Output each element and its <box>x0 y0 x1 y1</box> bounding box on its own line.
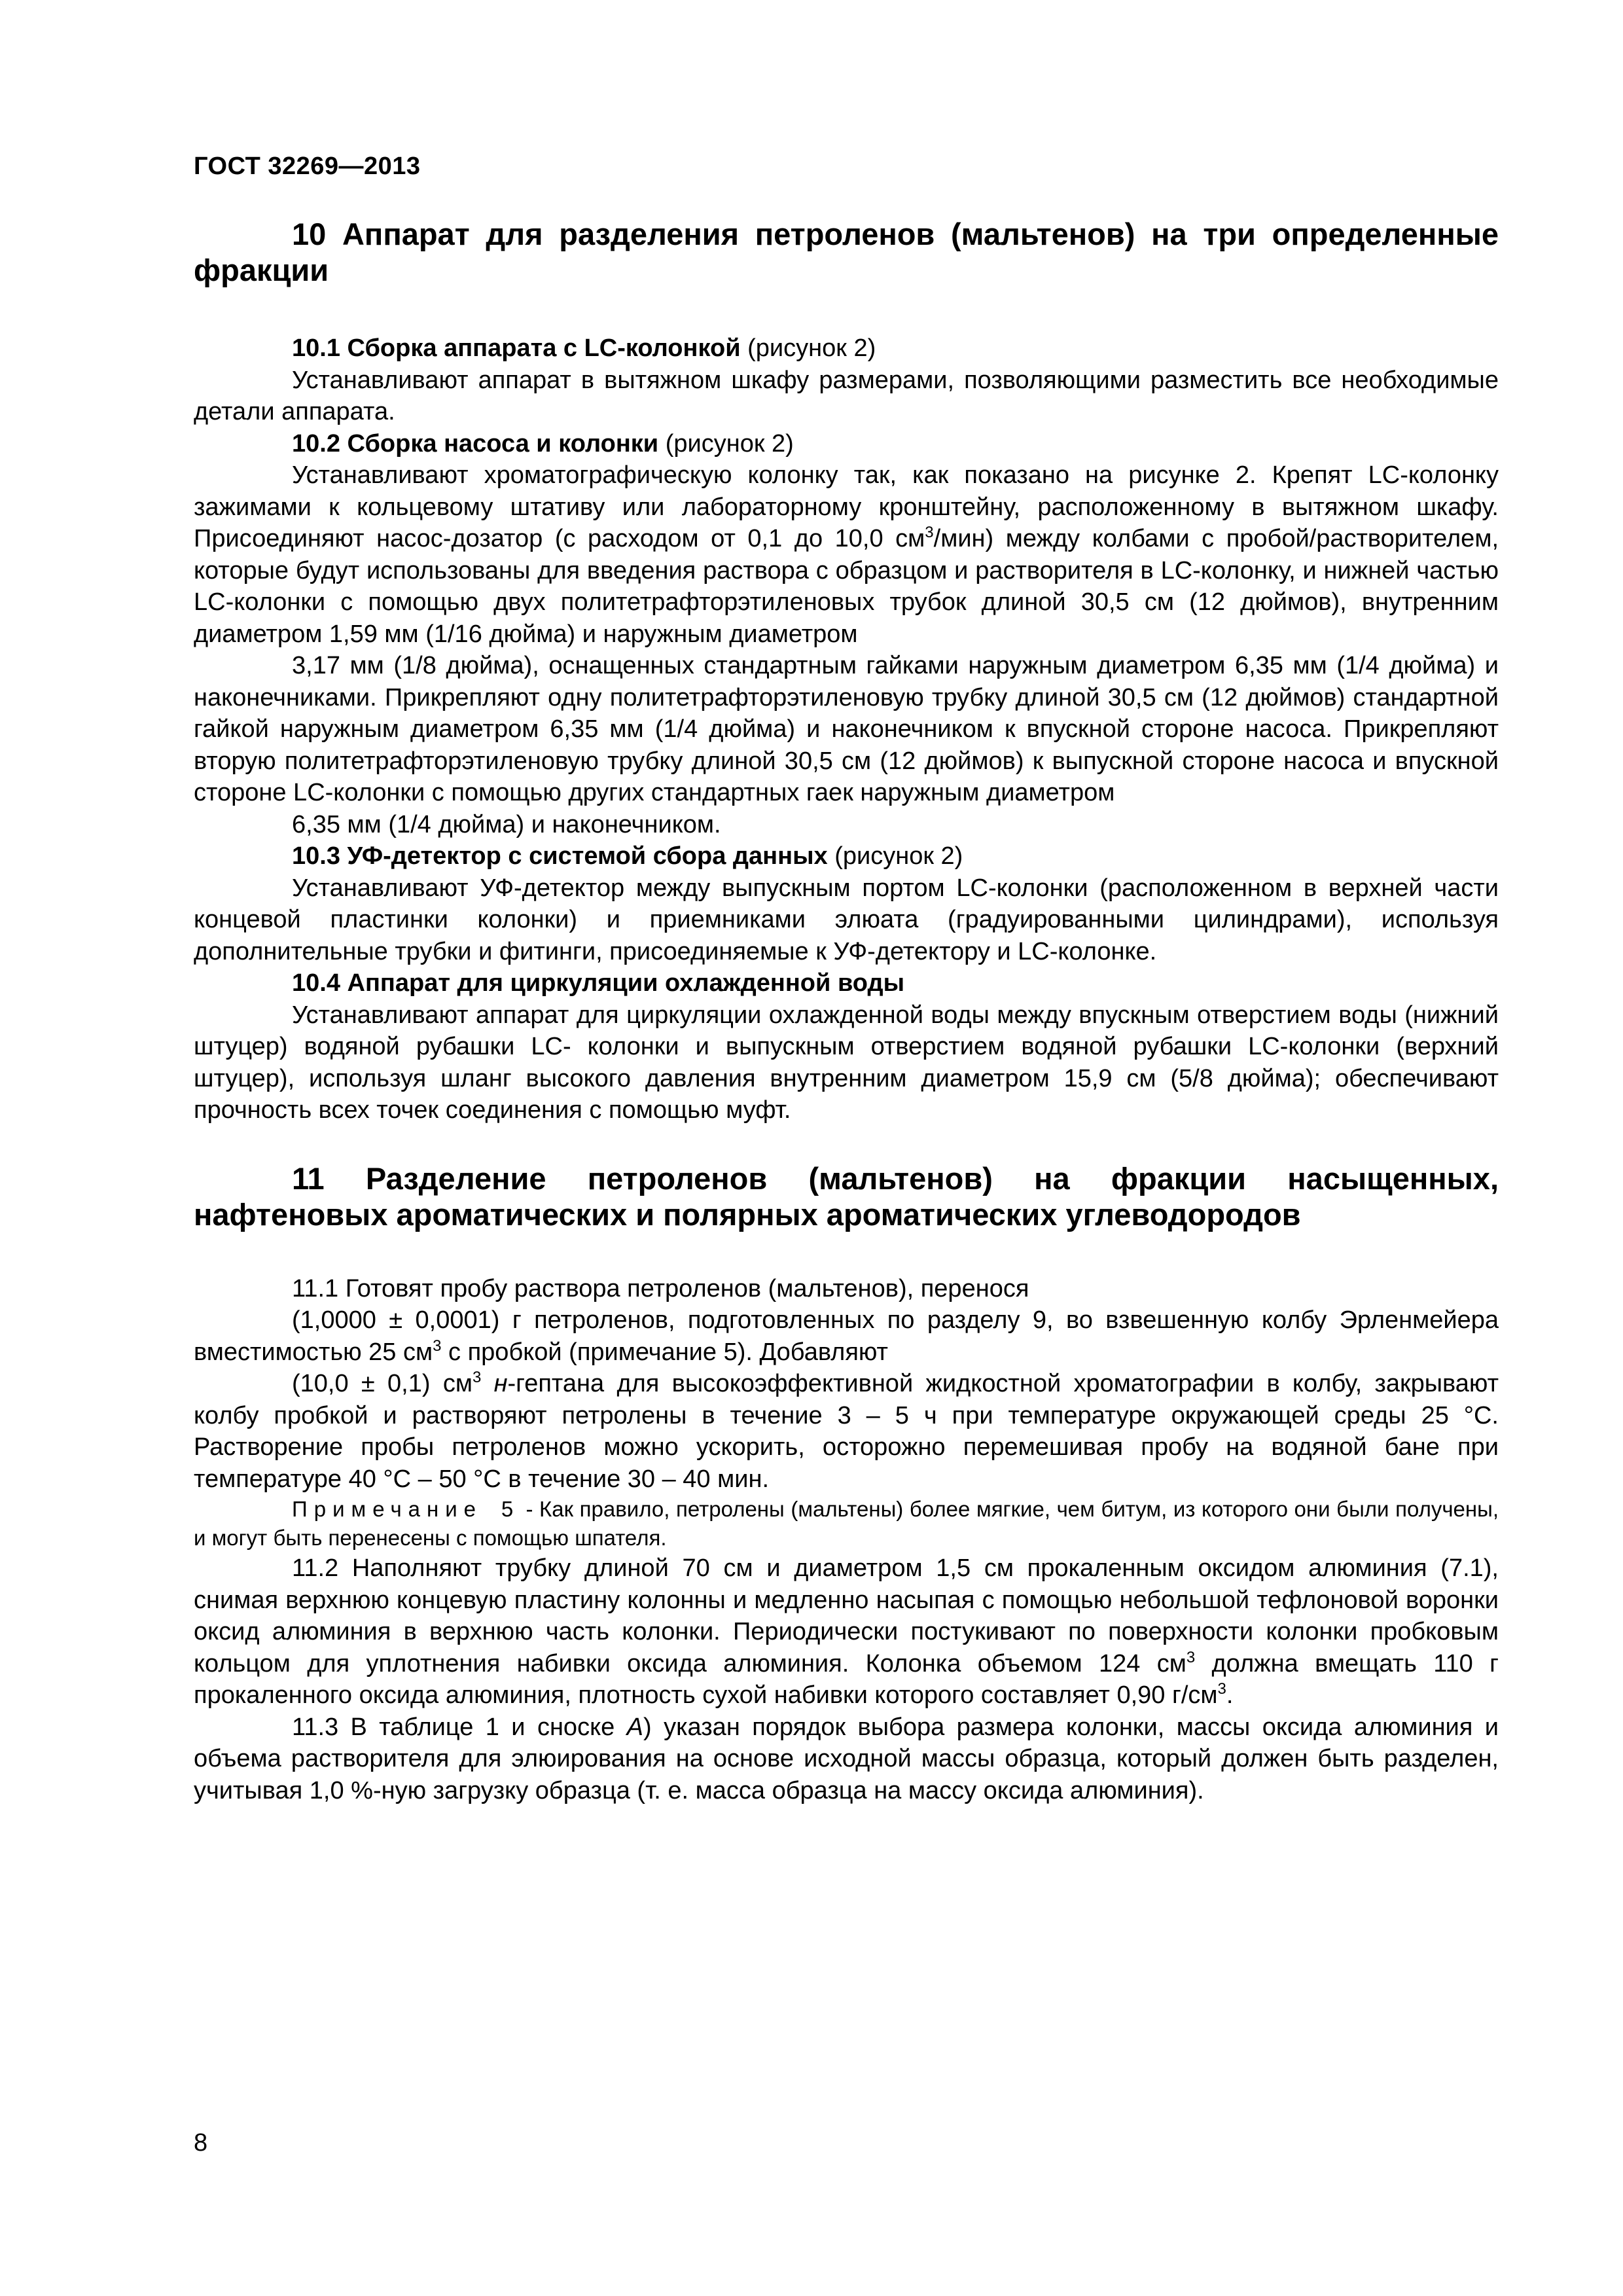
superscript: 3 <box>472 1369 482 1386</box>
subsection-10-2-heading <box>194 428 1499 460</box>
text-run: . <box>1226 1681 1234 1709</box>
subsection-11-3-text <box>194 1712 1499 1807</box>
heading-text: 10.3 УФ-детектор с системой сбора данных <box>292 842 828 870</box>
subsection-10-3-text: Устанавливают УФ-детектор между выпускным портом LC-колонки (расположенном в верхней части концевой пластинки колонки) и приемниками элюата (градуированными цилиндрами), используя дополнительные трубки и фитинги, присоединяемые к УФ-детектору и LC-колонке. <box>194 874 1499 965</box>
note-number: 5 <box>501 1497 514 1521</box>
note-5 <box>194 1495 1499 1552</box>
subsection-10-2-paragraph-1 <box>194 459 1499 650</box>
page-number: 8 <box>194 2129 208 2157</box>
superscript: 3 <box>433 1336 442 1355</box>
figure-ref: (рисунок 2) <box>747 334 876 362</box>
subsection-11-1-line-1: 11.1 Готовят пробу раствора петроленов (мальтенов), перенося <box>292 1274 1029 1302</box>
text-run: 11.2 Наполняют трубку длиной 70 см и диаметром 1,5 см прокаленным оксидом алюминия (7.1), снимая верхнюю концевую пластину колонны и медленно насыпая с помощью небольшой тефлоновой воронки оксид алюминия в верхнюю часть колонки. Периодически постукивают по поверхности колонки пробковым кольцом для уплотнения набивки оксида алюминия. Колонка объемом 124 см <box>194 1554 1499 1677</box>
superscript: 3 <box>1186 1648 1196 1666</box>
subsection-10-3-heading <box>194 840 1499 872</box>
text-run: (10,0 ± 0,1) см <box>292 1370 473 1397</box>
heading-text: 10.2 Сборка насоса и колонки <box>292 429 659 457</box>
section-10-title: 10 Аппарат для разделения петроленов (мальтенов) на три определенные фракции <box>194 217 1499 287</box>
document-body <box>194 216 1499 1806</box>
subsection-10-2-paragraph-2: 3,17 мм (1/8 дюйма), оснащенных стандартным гайками наружным диаметром 6,35 мм (1/4 дюйма) и наконечниками. Прикрепляют одну политетрафторэтиленовую трубку длиной 30,5 см (12 дюймов) стандартной гайкой наружным диаметром 6,35 мм (1/4 дюйма) и наконечником к впускной стороне насоса. Прикрепляют вторую политетрафторэтиленовую трубку длиной 30,5 см (12 дюймов) к выпускной стороне насоса и впускной стороне LC-колонки с помощью других стандартных гаек наружным диаметром <box>194 652 1499 806</box>
superscript: 3 <box>925 524 934 541</box>
text-run: с пробкой (примечание 5). Добавляют <box>441 1338 888 1366</box>
text-run: Устанавливают хроматографическую колонку так, как показано на рисунке 2. Крепят LC-колонку зажимами к кольцевому штативу или лабораторному кронштейну, расположенному в вытяжном шкафу. Присоединяют насос-дозатор (с расходом от 0,1 до 10,0 см <box>194 461 1499 552</box>
figure-ref: (рисунок 2) <box>665 429 794 457</box>
figure-ref: (рисунок 2) <box>834 842 963 870</box>
subsection-10-1-heading <box>194 332 1499 365</box>
note-label: Примечание <box>292 1497 483 1521</box>
heading-text: 10.1 Сборка аппарата с LC-колонкой <box>292 334 741 362</box>
text-run: ) указан порядок выбора размера колонки, массы оксида алюминия и объема растворителя для элюирования на основе исходной массы образца, который должен быть разделен, учитывая 1,0 %-ную загрузку образца (т. е. масса образца на массу оксида алюминия). <box>194 1713 1499 1804</box>
document-header: ГОСТ 32269—2013 <box>194 152 421 180</box>
note-text: - Как правило, петролены (мальтены) более мягкие, чем битум, из которого они были получены, и могут быть перенесены с помощью шпателя. <box>194 1497 1499 1550</box>
text-run: (1,0000 ± 0,0001) г петроленов, подготовленных по разделу 9, во взвешенную колбу Эрленмейера вместимостью 25 см <box>194 1306 1499 1366</box>
subsection-11-1-line-3 <box>194 1368 1499 1495</box>
subsection-10-4-heading: 10.4 Аппарат для циркуляции охлажденной воды <box>292 969 905 997</box>
text-run: должна вмещать 110 г прокаленного оксида алюминия, плотность сухой набивки которого составляет 0,90 г/см <box>194 1649 1499 1709</box>
subsection-10-4-text: Устанавливают аппарат для циркуляции охлажденной воды между впускным отверстием воды (нижний штуцер) водяной рубашки LC- колонки и выпускным отверстием водяной рубашки LC-колонки (верхний штуцер), используя шланг высокого давления внутренним диаметром 15,9 см (5/8 дюйма); обеспечивают прочность всех точек соединения с помощью муфт. <box>194 1001 1499 1124</box>
text-run: /мин) между колбами с пробой/растворителем, которые будут использованы для введения раствора с образцом и растворителя в LC-колонку, и нижней частью LC-колонки с помощью двух политетрафторэтиленовых трубок длиной 30,5 см (12 дюймов), внутренним диаметром 1,59 мм (1/16 дюйма) и наружным диаметром <box>194 525 1499 648</box>
subsection-11-2-text <box>194 1552 1499 1712</box>
italic-letter: А <box>626 1713 644 1741</box>
section-11-title: 11 Разделение петроленов (мальтенов) на фракции насыщенных, нафтеновых ароматических и полярных ароматических углеводородов <box>194 1160 1499 1232</box>
italic-letter: н <box>493 1370 508 1397</box>
subsection-11-1-line-2 <box>194 1304 1499 1368</box>
subsection-10-2-paragraph-3: 6,35 мм (1/4 дюйма) и наконечником. <box>292 810 721 838</box>
subsection-10-1-text: Устанавливают аппарат в вытяжном шкафу размерами, позволяющими разместить все необходимые детали аппарата. <box>194 366 1499 425</box>
superscript: 3 <box>1217 1680 1226 1698</box>
text-run: -гептана для высокоэффективной жидкостной хроматографии в колбу, закрывают колбу пробкой и растворяют петролены в течение 3 – 5 ч при температуре окружающей среды 25 °С. Растворение пробы петроленов можно ускорить, осторожно перемешивая пробу на водяной бане при температуре 40 °С – 50 °С в течение 30 – 40 мин. <box>194 1370 1499 1493</box>
text-run: 11.3 В таблице 1 и сноске <box>292 1713 627 1741</box>
